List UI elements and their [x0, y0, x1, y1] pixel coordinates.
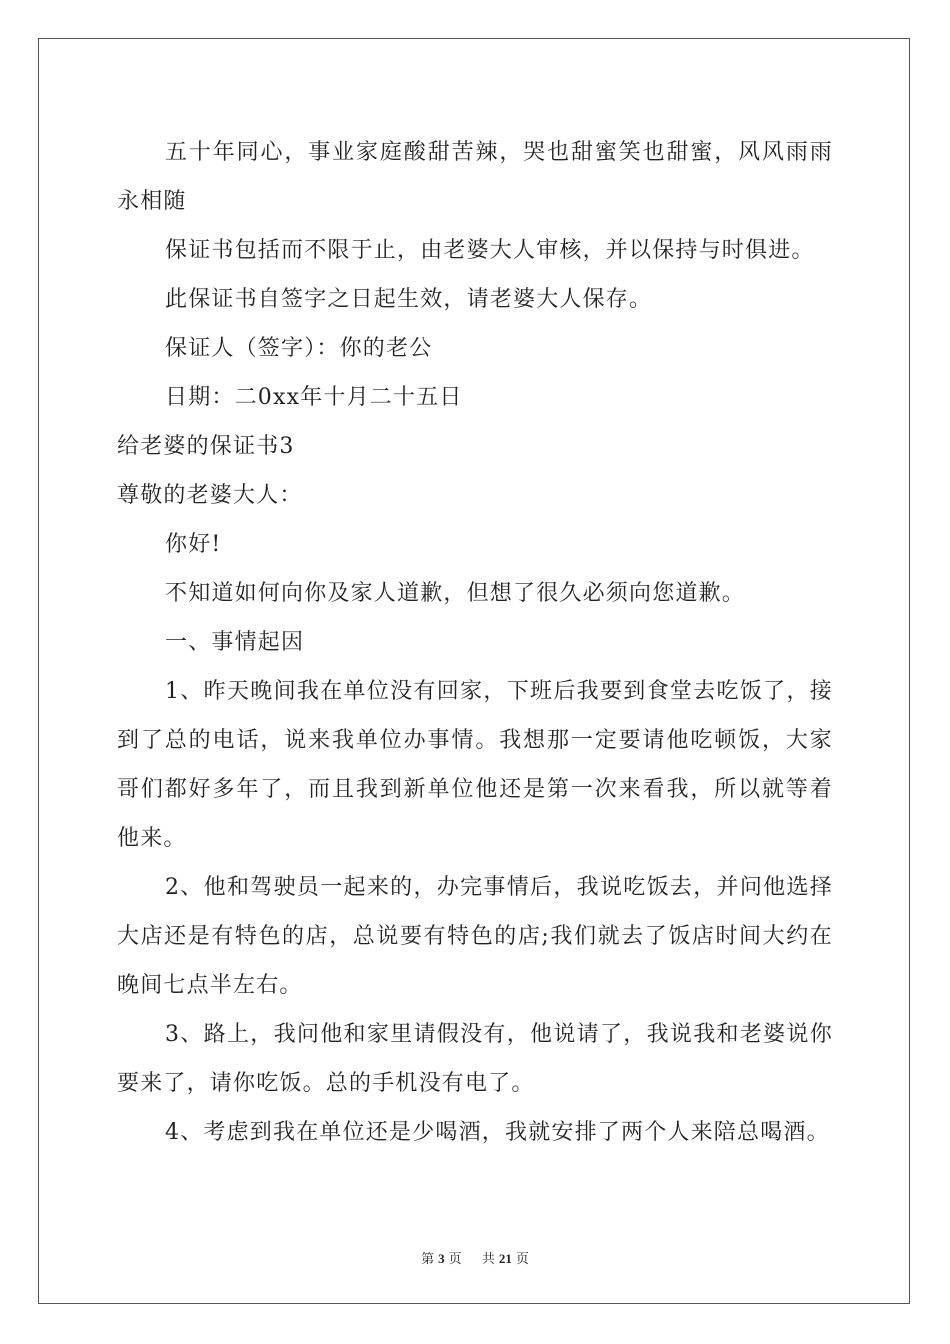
paragraph: 4、考虑到我在单位还是少喝酒，我就安排了两个人来陪总喝酒。: [165, 1120, 830, 1145]
paragraph: 2、他和驾驶员一起来的，办完事情后，我说吃饭去，并问他选择大店还是有特色的店，总说要有特色的店;我们就去了饭店时间大约在晚间七点半左右。: [117, 875, 833, 998]
page-indicator: [417, 1252, 466, 1267]
total-pages: 21: [498, 1251, 512, 1266]
paragraph: 此保证书自签字之日起生效，请老婆大人保存。: [165, 287, 653, 312]
section-title: 给老婆的保证书3: [117, 434, 295, 459]
paragraph: 保证书包括而不限于止，由老婆大人审核，并以保持与时俱进。: [165, 238, 815, 263]
total-suffix: 页: [515, 1252, 529, 1267]
page-footer: [0, 1248, 950, 1267]
page-prefix: 第: [421, 1252, 435, 1267]
paragraph: 五十年同心，事业家庭酸甜苦辣，哭也甜蜜笑也甜蜜，风风雨雨永相随: [117, 140, 833, 214]
page-suffix: 页: [448, 1252, 462, 1267]
greeting: 你好!: [165, 532, 222, 557]
salutation: 尊敬的老婆大人：: [117, 483, 303, 508]
total-indicator: [478, 1252, 533, 1267]
paragraph: 不知道如何向你及家人道歉，但想了很久必须向您道歉。: [165, 581, 746, 606]
document-body: [117, 128, 833, 1157]
date-line: 日期：二0xx年十月二十五日: [165, 385, 463, 410]
subheading: 一、事情起因: [165, 630, 305, 655]
signature-line: 保证人（签字）：你的老公: [165, 336, 433, 361]
paragraph: 3、路上，我问他和家里请假没有，他说请了，我说我和老婆说你要来了，请你吃饭。总的手机没有电了。: [117, 1022, 833, 1096]
page-number: 3: [438, 1251, 445, 1266]
paragraph: 1、昨天晚间我在单位没有回家，下班后我要到食堂去吃饭了，接到了总的电话，说来我单位办事情。我想那一定要请他吃顿饭，大家哥们都好多年了，而且我到新单位他还是第一次来看我，所以就等着他来。: [117, 679, 833, 851]
total-prefix: 共: [481, 1252, 495, 1267]
